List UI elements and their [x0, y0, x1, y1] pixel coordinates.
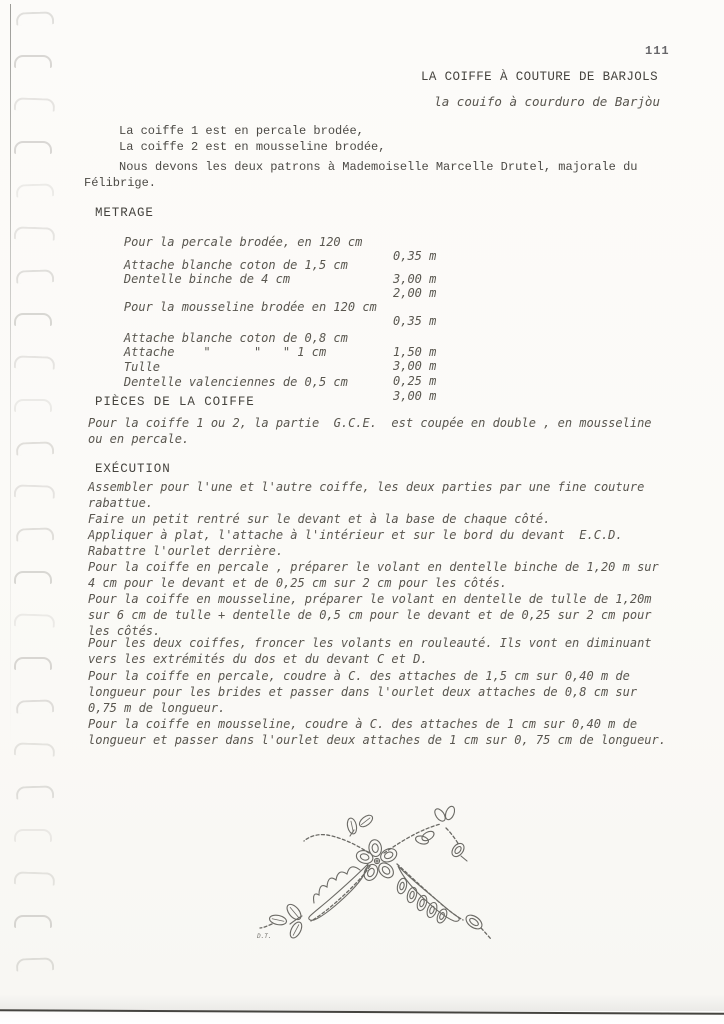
- binder-mark: [14, 484, 55, 498]
- execution-paragraph: Pour la coiffe en percale , préparer le volant en dentelle binche de 1,20 m sur 4 cm pour le devant et de 0,25 cm sur 2 cm pour les côtés.: [88, 560, 666, 590]
- metrage-row-label: Tulle: [123, 360, 161, 374]
- intro-line-2: La coiffe 2 est en mousseline brodée,: [119, 140, 386, 154]
- binder-mark: [14, 742, 55, 756]
- page-left-edge-line: [10, 4, 11, 744]
- execution-paragraph: Faire un petit rentré sur le devant et à la base de chaque côté.: [88, 512, 551, 526]
- binder-mark: [16, 441, 54, 455]
- binder-mark: [16, 269, 54, 283]
- binder-mark: [16, 699, 54, 713]
- binder-mark: [14, 829, 52, 842]
- metrage-row-value: 0,35 m: [393, 249, 437, 263]
- execution-paragraph: Assembler pour l'une et l'autre coiffe, les deux parties par une fine couture rabattue.: [88, 480, 652, 510]
- execution-paragraph: Pour les deux coiffes, froncer les volants en rouleauté. Ils vont en diminuant vers les extrémités du dos et du devant C et D.: [88, 636, 659, 666]
- binder-mark: [14, 313, 52, 326]
- metrage-row-label: Dentelle valenciennes de 0,5 cm: [123, 375, 348, 389]
- metrage-row-value: 1,50 m: [393, 345, 437, 359]
- binder-mark: [14, 226, 55, 240]
- binder-mark: [16, 527, 54, 541]
- intro-credit: Nous devons les deux patrons à Mademoiselle Marcelle Drutel, majorale du Félibrige.: [84, 160, 645, 190]
- embroidery-motif-illustration: [250, 800, 500, 950]
- binder-mark: [14, 613, 55, 627]
- execution-paragraph: Appliquer à plat, l'attache à l'intérieur et sur le bord du devant E.C.D.: [88, 528, 623, 542]
- metrage-row-value: 3,00 m: [393, 359, 437, 373]
- metrage-row-label: Pour la mousseline brodée en 120 cm: [123, 300, 377, 314]
- intro-line-1: La coiffe 1 est en percale brodée,: [119, 124, 364, 138]
- binder-mark: [14, 657, 52, 670]
- metrage-row-value: 3,00 m: [393, 389, 437, 403]
- binder-marks: [14, 12, 70, 1001]
- metrage-row-label: Attache " " " 1 cm: [123, 345, 327, 359]
- section-heading-metrage: METRAGE: [95, 206, 154, 220]
- binder-mark: [14, 355, 55, 369]
- execution-paragraph: Pour la coiffe en mousseline, préparer le volant en dentelle de tulle de 1,20m sur 6 cm de tulle + dentelle de 0,5 cm pour le devant et de 0,25 sur 2 cm pour les côtés.: [88, 592, 659, 638]
- binder-mark: [16, 11, 54, 25]
- metrage-row-label: Dentelle binche de 4 cm: [123, 272, 291, 286]
- binder-mark: [14, 399, 52, 412]
- binder-mark: [14, 141, 52, 154]
- binder-mark: [14, 97, 55, 111]
- binder-mark: [14, 55, 52, 68]
- page-number: 111: [645, 44, 670, 58]
- binder-mark: [14, 871, 55, 885]
- section-heading-pieces: PIÈCES DE LA COIFFE: [95, 395, 255, 409]
- section-heading-execution: EXÉCUTION: [95, 462, 171, 476]
- binder-mark: [14, 915, 52, 928]
- metrage-row-label: Attache blanche coton de 0,8 cm: [123, 331, 348, 345]
- page-bottom-shadow: [0, 994, 724, 1011]
- metrage-row-label: Attache blanche coton de 1,5 cm: [123, 258, 348, 272]
- binder-mark: [14, 571, 52, 584]
- execution-paragraph: Pour la coiffe en percale, coudre à C. des attaches de 1,5 cm sur 0,40 m de longueur pour les brides et passer dans l'ourlet deux attaches de 0,8 cm sur 0,75 m de longueur.: [88, 669, 645, 715]
- pieces-body: Pour la coiffe 1 ou 2, la partie G.C.E. est coupée en double , en mousseline ou en percale.: [88, 416, 659, 446]
- document-subtitle: la couifo à courduro de Barjòu: [434, 94, 660, 109]
- metrage-row-value: 0,35 m: [393, 314, 437, 328]
- binder-mark: [16, 785, 54, 799]
- metrage-row-label: Pour la percale brodée, en 120 cm: [123, 235, 363, 249]
- metrage-row-value: 0,25 m: [393, 374, 437, 388]
- metrage-row-value: 3,00 m: [393, 272, 437, 286]
- document-title: LA COIFFE À COUTURE DE BARJOLS: [420, 70, 658, 84]
- execution-paragraph: Rabattre l'ourlet derrière.: [88, 544, 284, 558]
- metrage-row-value: 2,00 m: [393, 286, 437, 300]
- binder-mark: [16, 183, 54, 197]
- binder-mark: [16, 957, 54, 971]
- illustrator-signature: D.T.: [257, 933, 272, 940]
- execution-paragraph: Pour la coiffe en mousseline, coudre à C. des attaches de 1 cm sur 0,40 m de longueur et passer dans l'ourlet deux attaches de 1 cm sur 0, 75 cm de longueur.: [88, 717, 666, 747]
